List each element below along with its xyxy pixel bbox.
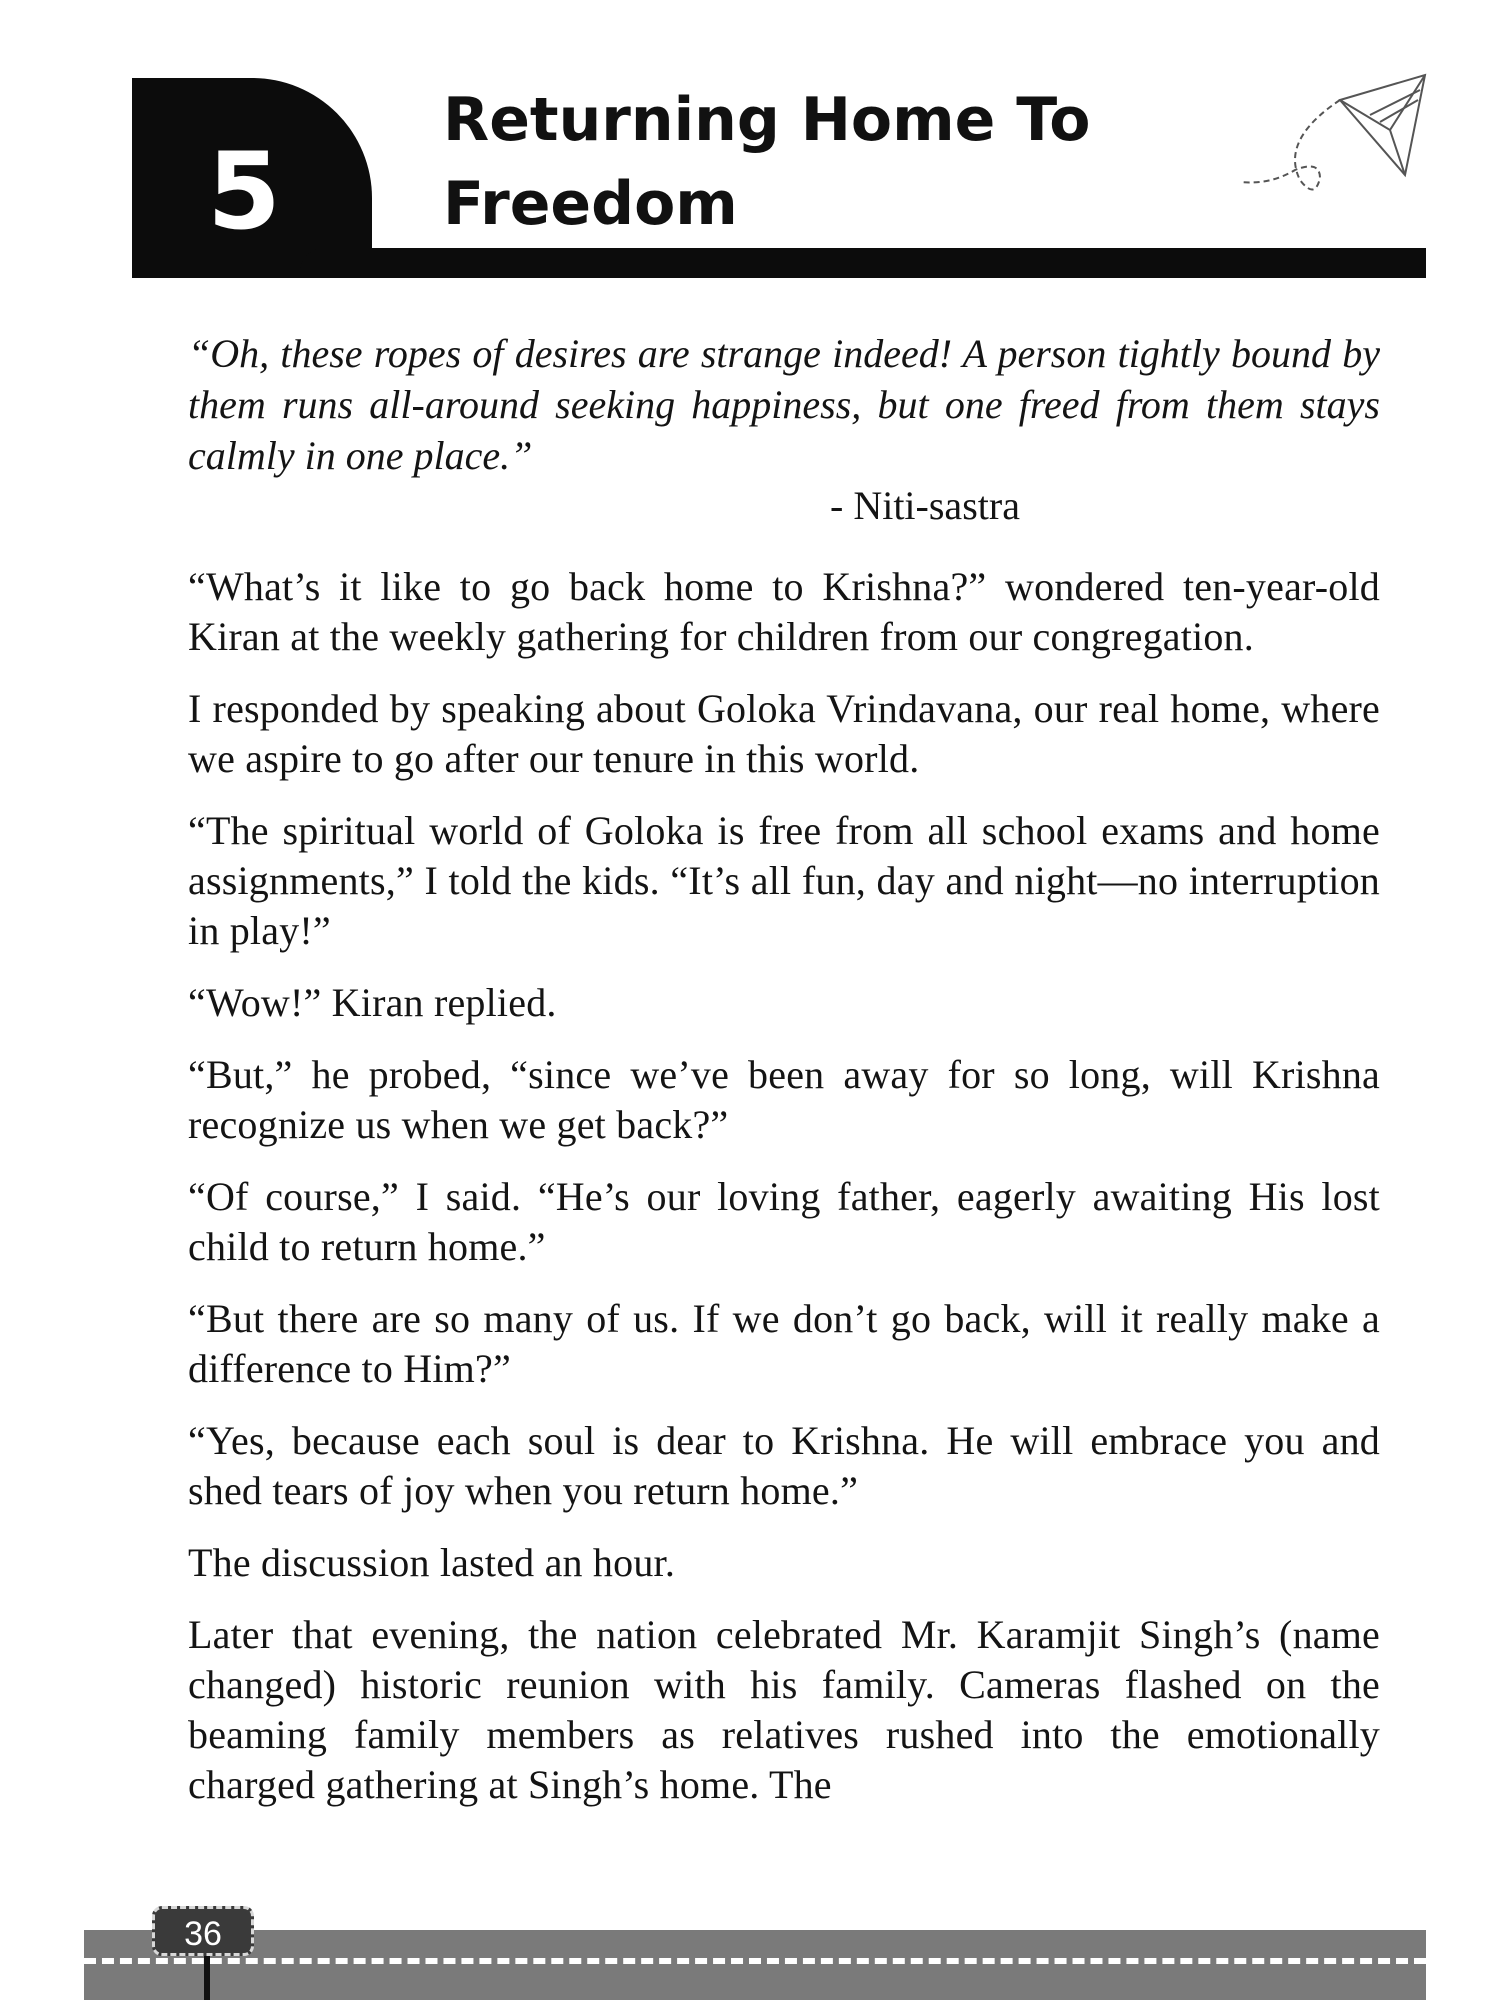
page-number: 36 bbox=[152, 1906, 254, 1956]
chapter-title-line-1: Returning Home To bbox=[443, 85, 1091, 155]
page-footer-band bbox=[84, 1930, 1426, 2000]
footer-dashed-line bbox=[84, 1958, 1426, 1964]
paragraph: “But there are so many of us. If we don’t go back, will it really make a difference to Him?” bbox=[188, 1296, 1380, 1391]
paper-plane-icon bbox=[1220, 70, 1430, 210]
chapter-header bbox=[0, 0, 1500, 300]
paragraph: The discussion lasted an hour. bbox=[188, 1540, 676, 1585]
paragraph: “The spiritual world of Goloka is free from all school exams and home assignments,” I told the kids. “It’s all fun, day and night—no interruption in play!” bbox=[188, 808, 1380, 953]
footer-stitch bbox=[204, 1956, 210, 2000]
paragraph: Later that evening, the nation celebrated Mr. Karamjit Singh’s (name changed) historic reunion with his family. Cameras flashed on the beaming family members as relatives rushed into the emotionally charged gathering at Singh’s home. The bbox=[188, 1612, 1380, 1807]
epigraph-quote bbox=[188, 328, 1380, 481]
chapter-title-line-2: Freedom bbox=[443, 169, 738, 239]
chapter-title bbox=[443, 78, 1263, 246]
paragraph: “Of course,” I said. “He’s our loving father, eagerly awaiting His lost child to return home.” bbox=[188, 1174, 1380, 1269]
paragraph: “What’s it like to go back home to Krishna?” wondered ten-year-old Kiran at the weekly gathering for children from our congregation. bbox=[188, 564, 1380, 659]
paragraph: “But,” he probed, “since we’ve been away for so long, will Krishna recognize us when we get back?” bbox=[188, 1052, 1380, 1147]
title-underline-bar bbox=[300, 248, 1426, 278]
paragraph: I responded by speaking about Goloka Vrindavana, our real home, where we aspire to go after our tenure in this world. bbox=[188, 686, 1380, 781]
paragraph: “Wow!” Kiran replied. bbox=[188, 980, 557, 1025]
chapter-number: 5 bbox=[207, 130, 281, 253]
epigraph-text: “Oh, these ropes of desires are strange indeed! A person tightly bound by them runs all-around seeking happiness, but one freed from them stays calmly in one place.” bbox=[188, 331, 1380, 478]
paragraph: “Yes, because each soul is dear to Krishna. He will embrace you and shed tears of joy when you return home.” bbox=[188, 1418, 1380, 1513]
epigraph-attribution: - Niti-sastra bbox=[830, 483, 1020, 528]
chapter-body bbox=[188, 562, 1380, 1832]
